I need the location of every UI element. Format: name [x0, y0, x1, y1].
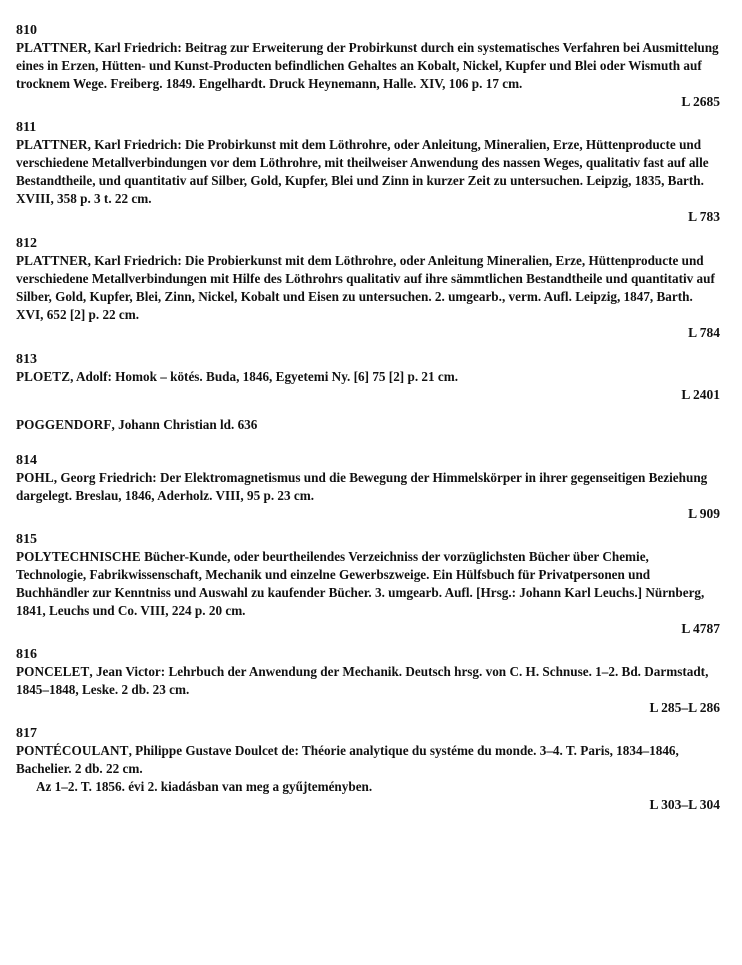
entry-description — [16, 548, 720, 620]
entry-number: 814 — [16, 453, 37, 468]
entry-number: 816 — [16, 647, 37, 662]
entry-text: , Philippe Gustave Doulcet de: Théorie analytique du systéme du monde. 3–4. T. Paris, 1834–1846, Bachelier. 2 db. 22 cm. — [16, 743, 679, 776]
entry-number: 812 — [16, 236, 37, 251]
entry-author: PLATTNER — [16, 40, 88, 55]
entry-text: Bücher-Kunde, oder beurtheilendes Verzeichniss der vorzüglichsten Bücher über Chemie, Technologie, Fabrikwissenschaft, Mechanik und einzelne Gewerbszweige. Ein Hülfsbuch für Privatpersonen und Buchhändler zur Kenntniss und Auswahl zu kaufender Bücher. 3. umgearb. Aufl. [Hrsg.: Johann Karl Leuchs.] Nürnberg, 1841, Leuchs und Co. VIII, 224 p. 20 cm. — [16, 549, 705, 618]
entry-author: POHL — [16, 470, 54, 485]
entry-description — [16, 469, 720, 505]
shelf-mark: L 784 — [688, 325, 720, 340]
entry-description — [16, 742, 720, 778]
shelf-mark: L 285–L 286 — [649, 700, 720, 715]
shelf-mark: L 783 — [688, 209, 720, 224]
entry-text: , Jean Victor: Lehrbuch der Anwendung der Mechanik. Deutsch hrsg. von C. H. Schnuse. 1–2. Bd. Darmstadt, 1845–1848, Leske. 2 db. 23 cm. — [16, 664, 709, 697]
entry-author: PLATTNER — [16, 253, 88, 268]
shelf-mark: L 303–L 304 — [649, 797, 720, 812]
catalog-entry-816 — [16, 646, 720, 717]
catalog-entry-813 — [16, 351, 720, 404]
entry-number: 817 — [16, 726, 37, 741]
catalog-entry-817 — [16, 725, 720, 814]
shelf-mark: L 4787 — [681, 621, 720, 636]
entry-description — [16, 663, 720, 699]
entry-number: 811 — [16, 120, 37, 135]
cross-reference-author: POGGENDORF — [16, 417, 112, 432]
shelf-mark: L 2685 — [681, 94, 720, 109]
entry-text: , Karl Friedrich: Die Probirkunst mit dem Löthrohre, oder Anleitung, Mineralien, Erze, Hüttenproducte und verschiedene Metallverbindungen vor dem Löthrohre, mit theilweiser Anwendung des nassen Weges, qualitativ fast auf alle Bestandtheile, und quantitativ auf Silber, Gold, Kupfer, Blei und Zinn in kurzer Zeit zu untersuchen. Leipzig, 1835, Barth. XVIII, 358 p. 3 t. 22 cm. — [16, 137, 709, 206]
entry-description — [16, 39, 720, 93]
entry-author: PONTÉCOULANT — [16, 743, 129, 758]
entry-author: PLATTNER — [16, 137, 88, 152]
cross-reference-text — [16, 416, 720, 434]
entry-number: 810 — [16, 23, 37, 38]
entry-number: 813 — [16, 352, 37, 367]
entry-author: POLYTECHNISCHE — [16, 549, 141, 564]
shelf-mark: L 909 — [688, 506, 720, 521]
entry-description — [16, 252, 720, 324]
shelf-mark: L 2401 — [681, 387, 720, 402]
entry-text: , Karl Friedrich: Beitrag zur Erweiterung der Probirkunst durch ein systematisches Verfahren bei Ausmittelung eines in Erzen, Hütten- und Kunst-Producten befindlichen Gehaltes an Kobalt, Nickel, Kupfer und Blei oder Wismuth auf trocknem Wege. Freiberg. 1849. Engelhardt. Druck Heynemann, Halle. XIV, 106 p. 17 cm. — [16, 40, 719, 91]
catalog-page — [16, 22, 720, 814]
entry-text: , Georg Friedrich: Der Elektromagnetismus und die Bewegung der Himmelskörper in ihrer gegenseitigen Beziehung dargelegt. Breslau, 1846, Aderholz. VIII, 95 p. 23 cm. — [16, 470, 708, 503]
entry-note: Az 1–2. T. 1856. évi 2. kiadásban van meg a gyűjteményben. — [36, 779, 373, 794]
catalog-entry-811 — [16, 119, 720, 226]
entry-number: 815 — [16, 532, 37, 547]
cross-reference-detail: , Johann Christian ld. 636 — [111, 417, 258, 432]
entry-description — [16, 136, 720, 208]
entry-author: PLOETZ — [16, 369, 71, 384]
entry-text: , Karl Friedrich: Die Probierkunst mit dem Löthrohre, oder Anleitung Mineralien, Erze, Hüttenproducte und verschiedene Metallverbindungen mit Hilfe des Löthrohrs qualitativ auf ihre sämmtlichen Bestandtheile und quantitativ auf Silber, Gold, Kupfer, Blei, Zinn, Nickel, Kobalt und Eisen zu untersuchen. 2. umgearb., verm. Aufl. Leipzig, 1847, Barth. XVI, 652 [2] p. 22 cm. — [16, 253, 715, 322]
catalog-entry-814 — [16, 452, 720, 523]
catalog-entry-812 — [16, 235, 720, 342]
entry-author: PONCELET — [16, 664, 90, 679]
catalog-entry-815 — [16, 531, 720, 638]
entry-text: , Adolf: Homok – kötés. Buda, 1846, Egyetemi Ny. [6] 75 [2] p. 21 cm. — [70, 369, 459, 384]
catalog-entry-810 — [16, 22, 720, 111]
cross-reference — [16, 416, 720, 434]
entry-description — [16, 368, 720, 386]
